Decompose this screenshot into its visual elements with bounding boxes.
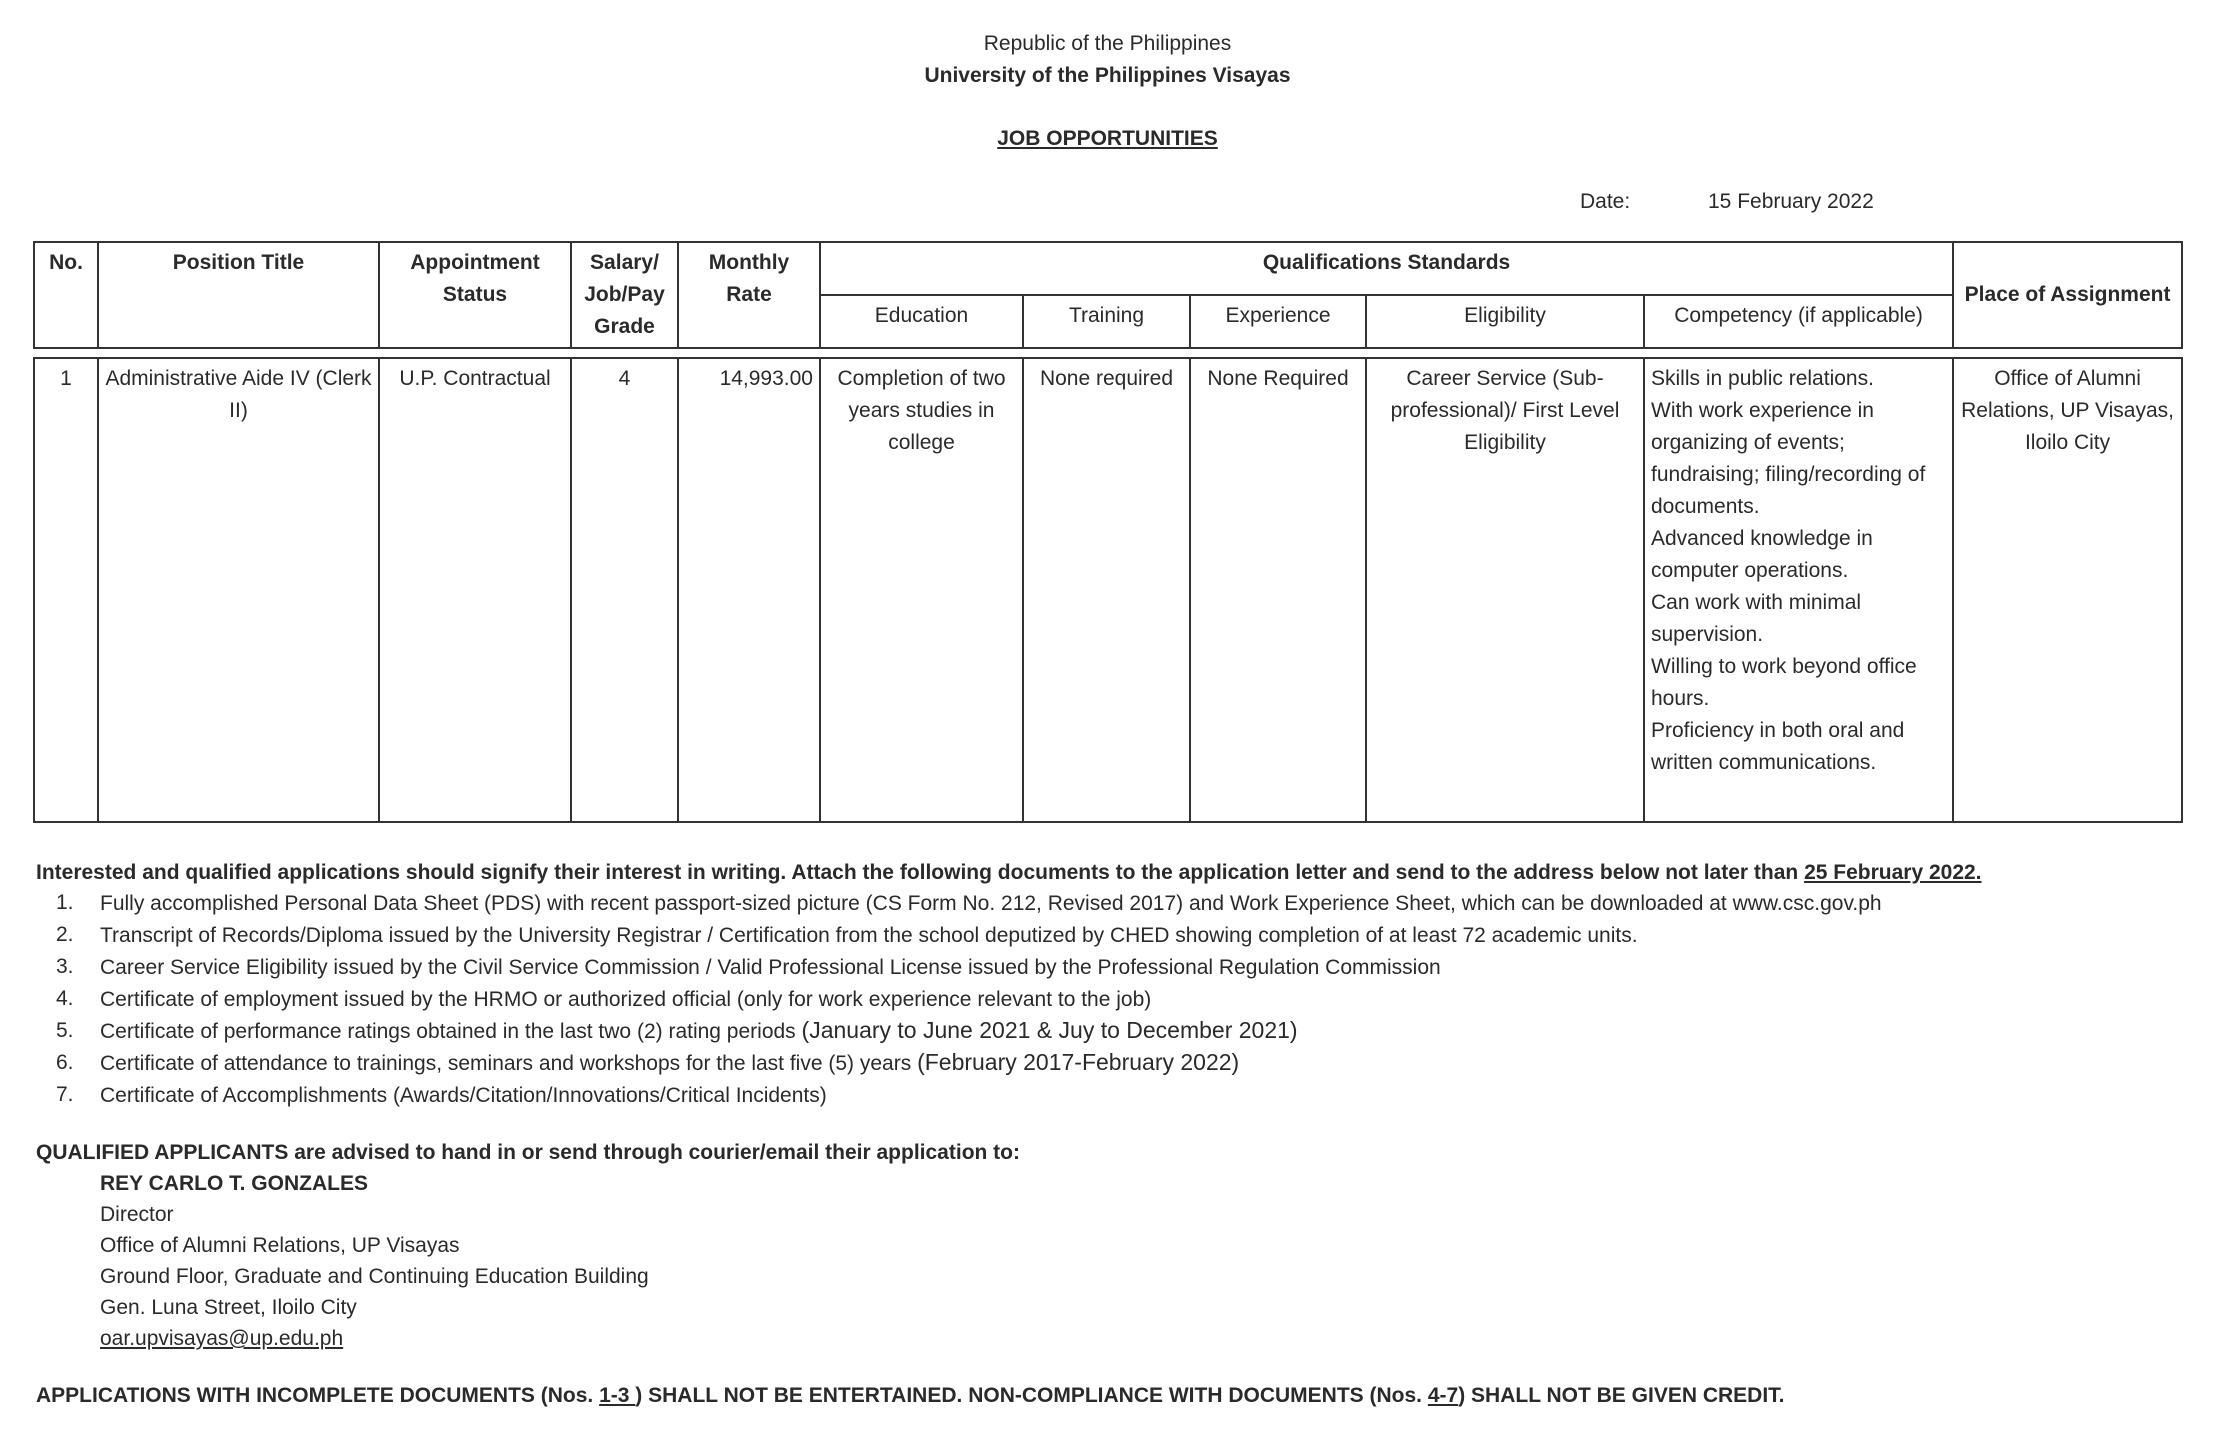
competency-item: With work experience in organizing of events; fundraising; filing/recording of documents. bbox=[1651, 399, 1926, 518]
cell-salary-grade: 4 bbox=[571, 358, 678, 822]
competency-item: Skills in public relations. bbox=[1651, 367, 1874, 390]
header-competency: Competency (if applicable) bbox=[1644, 295, 1953, 348]
document-title: JOB OPPORTUNITIES bbox=[997, 127, 1218, 150]
competency-item: Proficiency in both oral and written communications. bbox=[1651, 719, 1905, 774]
required-documents-list bbox=[36, 887, 1882, 1111]
list-item: 6. Certificate of attendance to trainings, seminars and workshops for the last five (5) years (February 2017-February 2022) bbox=[56, 1049, 1240, 1075]
header-qualifications: Qualifications Standards bbox=[820, 242, 1953, 295]
cell-monthly-rate: 14,993.00 bbox=[678, 358, 820, 822]
header-position-title: Position Title bbox=[98, 242, 379, 348]
list-item: 4. Certificate of employment issued by the HRMO or authorized official (only for work experience relevant to the job) bbox=[56, 987, 1152, 1011]
country-heading: Republic of the Philippines bbox=[983, 32, 1232, 55]
table-header-row bbox=[34, 242, 2182, 295]
competency-item: Advanced knowledge in computer operations. bbox=[1651, 527, 1873, 582]
date-label: Date: bbox=[1580, 190, 1631, 213]
cell-no: 1 bbox=[34, 358, 98, 822]
table-row bbox=[34, 358, 2182, 822]
cell-place: Office of Alumni Relations, UP Visayas, Iloilo City bbox=[1953, 358, 2182, 822]
contact-email-link[interactable]: oar.upvisayas@up.edu.ph bbox=[100, 1327, 344, 1350]
competency-item: Willing to work beyond office hours. bbox=[1651, 655, 1917, 710]
date-row bbox=[1580, 190, 1874, 214]
cell-competency bbox=[1644, 358, 1953, 822]
contact-office: Office of Alumni Relations, UP Visayas bbox=[100, 1234, 460, 1257]
header-education: Education bbox=[820, 295, 1023, 348]
date-value: 15 February 2022 bbox=[1708, 190, 1874, 213]
cell-experience: None Required bbox=[1190, 358, 1366, 822]
job-table bbox=[33, 241, 2183, 823]
university-heading: University of the Philippines Visayas bbox=[924, 64, 1291, 87]
contact-building: Ground Floor, Graduate and Continuing Education Building bbox=[100, 1265, 649, 1288]
table-gap bbox=[34, 348, 2182, 358]
contact-position: Director bbox=[100, 1203, 174, 1226]
deadline-date: 25 February 2022. bbox=[1804, 861, 1982, 884]
list-item: 7. Certificate of Accomplishments (Awards/Citation/Innovations/Critical Incidents) bbox=[56, 1083, 827, 1107]
header-place: Place of Assignment bbox=[1953, 242, 2182, 348]
cell-eligibility: Career Service (Sub-professional)/ First Level Eligibility bbox=[1366, 358, 1644, 822]
competency-item: Can work with minimal supervision. bbox=[1651, 591, 1862, 646]
list-item: 2. Transcript of Records/Diploma issued by the University Registrar / Certification from the school deputized by CHED showing completion of at least 72 academic units. bbox=[56, 923, 1638, 947]
cell-appointment-status: U.P. Contractual bbox=[379, 358, 571, 822]
contact-street: Gen. Luna Street, Iloilo City bbox=[100, 1296, 357, 1319]
footer-warning: APPLICATIONS WITH INCOMPLETE DOCUMENTS (Nos. 1-3 ) SHALL NOT BE ENTERTAINED. NON-COMPLIANCE WITH DOCUMENTS (Nos. 4-7) SHALL NOT BE GIVEN CREDIT. bbox=[36, 1384, 1785, 1407]
list-item: 5. Certificate of performance ratings obtained in the last two (2) rating periods (January to June 2021 & Juy to December 2021) bbox=[56, 1017, 1298, 1043]
header-no: No. bbox=[34, 242, 98, 348]
header-experience: Experience bbox=[1190, 295, 1366, 348]
instructions-intro: Interested and qualified applications should signify their interest in writing. Attach the following documents to the application letter and send to the address below not later than 25 February 2022. bbox=[36, 861, 1982, 884]
header-monthly-rate: Monthly Rate bbox=[678, 242, 820, 348]
cell-education: Completion of two years studies in college bbox=[820, 358, 1023, 822]
contact-name: REY CARLO T. GONZALES bbox=[100, 1172, 368, 1195]
header-training: Training bbox=[1023, 295, 1190, 348]
cell-training: None required bbox=[1023, 358, 1190, 822]
header-salary-grade: Salary/ Job/Pay Grade bbox=[571, 242, 678, 348]
cell-position-title: Administrative Aide IV (Clerk II) bbox=[98, 358, 379, 822]
header-eligibility: Eligibility bbox=[1366, 295, 1644, 348]
header-appointment-status: Appointment Status bbox=[379, 242, 571, 348]
contact-address bbox=[100, 1168, 649, 1354]
list-item: 3. Career Service Eligibility issued by the Civil Service Commission / Valid Professional License issued by the Professional Regulation Commission bbox=[56, 955, 1441, 979]
qualified-applicants-note: QUALIFIED APPLICANTS are advised to hand in or send through courier/email their application to: bbox=[36, 1141, 1020, 1164]
list-item: 1. Fully accomplished Personal Data Sheet (PDS) with recent passport-sized picture (CS Form No. 212, Revised 2017) and Work Experience Sheet, which can be downloaded at www.csc.gov.ph bbox=[56, 891, 1882, 915]
